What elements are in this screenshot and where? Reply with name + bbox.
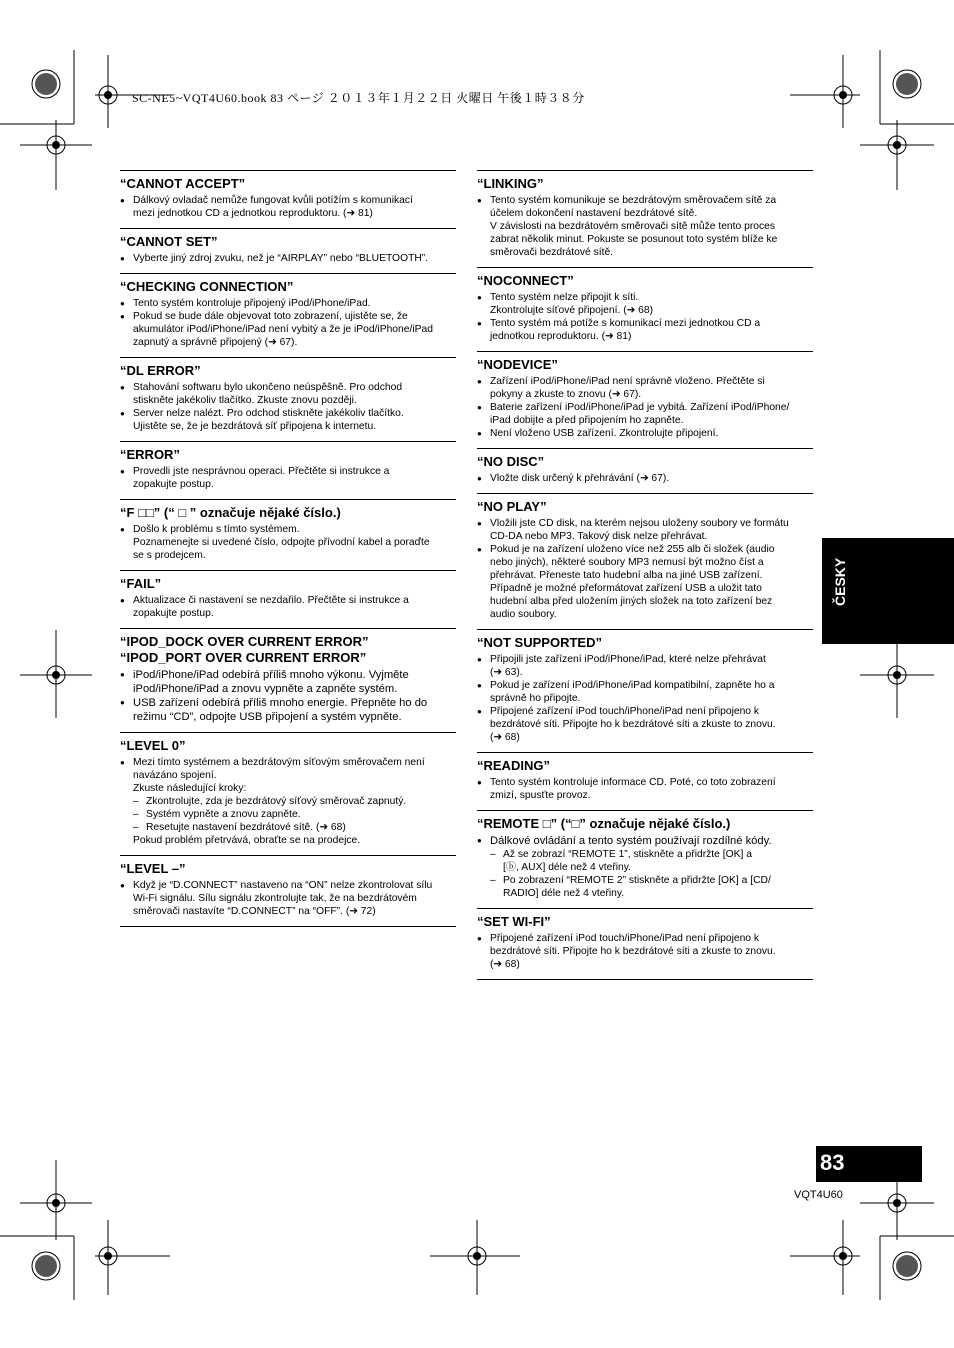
print-header: SC-NE5~VQT4U60.book 83 ページ ２０１３年１月２２日 火曜日 午後１時３８分 (132, 91, 585, 105)
message-item: ● Vložili jste CD disk, na kterém nejsou uloženy soubory ve formátu CD-DA nebo MP3. Takový disk nelze přehrávat. (477, 517, 813, 543)
message-item: ● Server nelze nalézt. Pro odchod stiskněte jakékoliv tlačítko. Ujistěte se, že je bezdrátová síť připojena k internetu. (120, 407, 456, 433)
message-title: “NOT SUPPORTED” (477, 635, 602, 650)
message-section (477, 752, 813, 810)
message-item: ● Tento systém nelze připojit k síti. Zkontrolujte síťové připojení. (➜ 68) (477, 291, 813, 317)
language-tab (822, 538, 954, 644)
message-item: ● Tento systém má potíže s komunikací mezi jednotkou CD a jednotkou reproduktoru. (➜ 81) (477, 317, 813, 343)
message-section (477, 448, 813, 493)
message-item: ● Pokud je zařízení iPod/iPhone/iPad kompatibilní, zapněte ho a správně ho připojte. (477, 679, 813, 705)
message-item: ● Připojené zařízení iPod touch/iPhone/iPad není připojeno k bezdrátové síti. Připojte ho k bezdrátové síti a zkuste to znovu. (➜ 68) (477, 932, 813, 971)
message-title: “NODEVICE” (477, 357, 558, 372)
message-title: “IPOD_DOCK OVER CURRENT ERROR” “IPOD_PORT OVER CURRENT ERROR” (120, 634, 369, 665)
message-title: “NO DISC” (477, 454, 545, 469)
message-section (120, 499, 456, 570)
message-section (477, 908, 813, 980)
language-tab-label: ČESKY (832, 557, 848, 606)
message-item: ● Když je “D.CONNECT” nastaveno na “ON” nelze zkontrolovat sílu Wi-Fi signálu. Sílu signálu zkontrolujte tak, že na bezdrátovém směrovači nastavíte “D.CONNECT” na “OFF”. (➜ 72) (120, 879, 456, 918)
left-column (120, 170, 456, 927)
message-title: “SET WI-FI” (477, 914, 551, 929)
right-column (477, 170, 813, 980)
message-item: ● Došlo k problému s tímto systémem. Poznamenejte si uvedené číslo, odpojte přívodní kabel a poraďte se s prodejcem. (120, 523, 456, 562)
message-item: ● Připojili jste zařízení iPod/iPhone/iPad, které nelze přehrávat (➜ 63). (477, 653, 813, 679)
message-item: ● Stahování softwaru bylo ukončeno neúspěšně. Pro odchod stiskněte jakékoliv tlačítko. Zkuste znovu později. (120, 381, 456, 407)
message-item: ● Aktualizace či nastavení se nezdařilo. Přečtěte si instrukce a zopakujte postup. (120, 594, 456, 620)
message-item: ● Tento systém kontroluje informace CD. Poté, co toto zobrazení zmizí, spusťte provoz. (477, 776, 813, 802)
message-section (120, 170, 456, 228)
message-section (120, 732, 456, 855)
message-item: ● USB zařízení odebírá příliš mnoho energie. Přepněte ho do režimu “CD”, odpojte USB připojení a systém vypněte. (120, 696, 456, 724)
message-title: “ERROR” (120, 447, 180, 462)
message-title: “FAIL” (120, 576, 162, 591)
page-number-box (816, 1146, 922, 1182)
message-section (477, 351, 813, 448)
message-title: “F □□” (“ □ ” označuje nějaké číslo.) (120, 505, 341, 520)
message-item: ● Tento systém kontroluje připojený iPod/iPhone/iPad. (120, 297, 456, 310)
message-section (120, 357, 456, 441)
message-item: – Po zobrazení “REMOTE 2” stiskněte a přidržte [OK] a [CD/ RADIO] déle než 4 vteřiny. (477, 874, 813, 900)
message-title: “LINKING” (477, 176, 544, 191)
message-title: “NO PLAY” (477, 499, 547, 514)
message-title: “CANNOT SET” (120, 234, 218, 249)
message-item: ● Vyberte jiný zdroj zvuku, než je “AIRPLAY” nebo “BLUETOOTH”. (120, 252, 456, 265)
message-item: ● Pokud se bude dále objevovat toto zobrazení, ujistěte se, že akumulátor iPod/iPhone/iPad není vybitý a že je iPod/iPhone/iPad zapnutý a správně připojený (➜ 67). (120, 310, 456, 349)
message-section (477, 810, 813, 908)
message-title: “DL ERROR” (120, 363, 201, 378)
message-item: ● Připojené zařízení iPod touch/iPhone/iPad není připojeno k bezdrátové síti. Připojte ho k bezdrátové síti a zkuste to znovu. (➜ 68) (477, 705, 813, 744)
page-number: 83 (820, 1150, 845, 1175)
message-section (477, 267, 813, 351)
message-title: “REMOTE □” (“□” označuje nějaké číslo.) (477, 816, 731, 831)
message-section (120, 228, 456, 273)
message-item: ● Dálkový ovladač nemůže fungovat kvůli potížím s komunikací mezi jednotkou CD a jednotkou reproduktoru. (➜ 81) (120, 194, 456, 220)
message-item: ● Zařízení iPod/iPhone/iPad není správně vloženo. Přečtěte si pokyny a zkuste to znovu (➜ 67). (477, 375, 813, 401)
message-section (477, 493, 813, 629)
message-section (120, 570, 456, 628)
message-item: ● iPod/iPhone/iPad odebírá příliš mnoho výkonu. Vyjměte iPod/iPhone/iPad a znovu vypněte a zapněte systém. (120, 668, 456, 696)
message-title: “LEVEL 0” (120, 738, 186, 753)
message-item: ● Pokud je na zařízení uloženo více než 255 alb či složek (audio nebo jiných), některé soubory MP3 nemusí být možno číst a přehrávat. Přeneste tato hudební alba na jiné USB zařízení. Případně je možné přeformátovat zařízení USB a uložit tato hudební alba před uložením jiných složek na toto zařízení bez audio soubory. (477, 543, 813, 621)
message-item: ● Baterie zařízení iPod/iPhone/iPad je vybitá. Zařízení iPod/iPhone/ iPad dobijte a před připojením ho zapněte. (477, 401, 813, 427)
message-item: – Zkontrolujte, zda je bezdrátový síťový směrovač zapnutý. (120, 795, 456, 808)
message-title: “CANNOT ACCEPT” (120, 176, 246, 191)
message-title: “CHECKING CONNECTION” (120, 279, 294, 294)
message-section (477, 170, 813, 267)
message-section (120, 628, 456, 732)
message-item: – Systém vypněte a znovu zapněte. (120, 808, 456, 821)
message-item: ● Vložte disk určený k přehrávání (➜ 67). (477, 472, 813, 485)
message-item: – Až se zobrazí “REMOTE 1”, stiskněte a přidržte [OK] a [ⓑ, AUX] déle než 4 vteřiny. (477, 848, 813, 874)
message-title: “LEVEL –” (120, 861, 186, 876)
message-section (477, 629, 813, 752)
message-item: Pokud problém přetrvává, obraťte se na prodejce. (133, 835, 361, 846)
message-title: “NOCONNECT” (477, 273, 574, 288)
doc-code: VQT4U60 (794, 1189, 843, 1201)
message-item: ● Mezi tímto systémem a bezdrátovým síťovým směrovačem není navázáno spojení. Zkuste následující kroky: (120, 756, 456, 795)
message-item: ● Dálkové ovládání a tento systém používají rozdílné kódy. (477, 834, 813, 848)
message-item: ● Není vloženo USB zařízení. Zkontrolujte připojení. (477, 427, 813, 440)
message-section (120, 855, 456, 927)
message-item: ● Provedli jste nesprávnou operaci. Přečtěte si instrukce a zopakujte postup. (120, 465, 456, 491)
message-item: – Resetujte nastavení bezdrátové sítě. (➜ 68) (120, 821, 456, 834)
message-section (120, 273, 456, 357)
message-title: “READING” (477, 758, 550, 773)
message-item: ● Tento systém komunikuje se bezdrátovým směrovačem sítě za účelem dokončení nastavení bezdrátové sítě. V závislosti na bezdrátovém směrovači sítě může tento proces zabrat několik minut. Pokuste se posunout toto systém blíže ke směrovači bezdrátové sítě. (477, 194, 813, 259)
message-section (120, 441, 456, 499)
